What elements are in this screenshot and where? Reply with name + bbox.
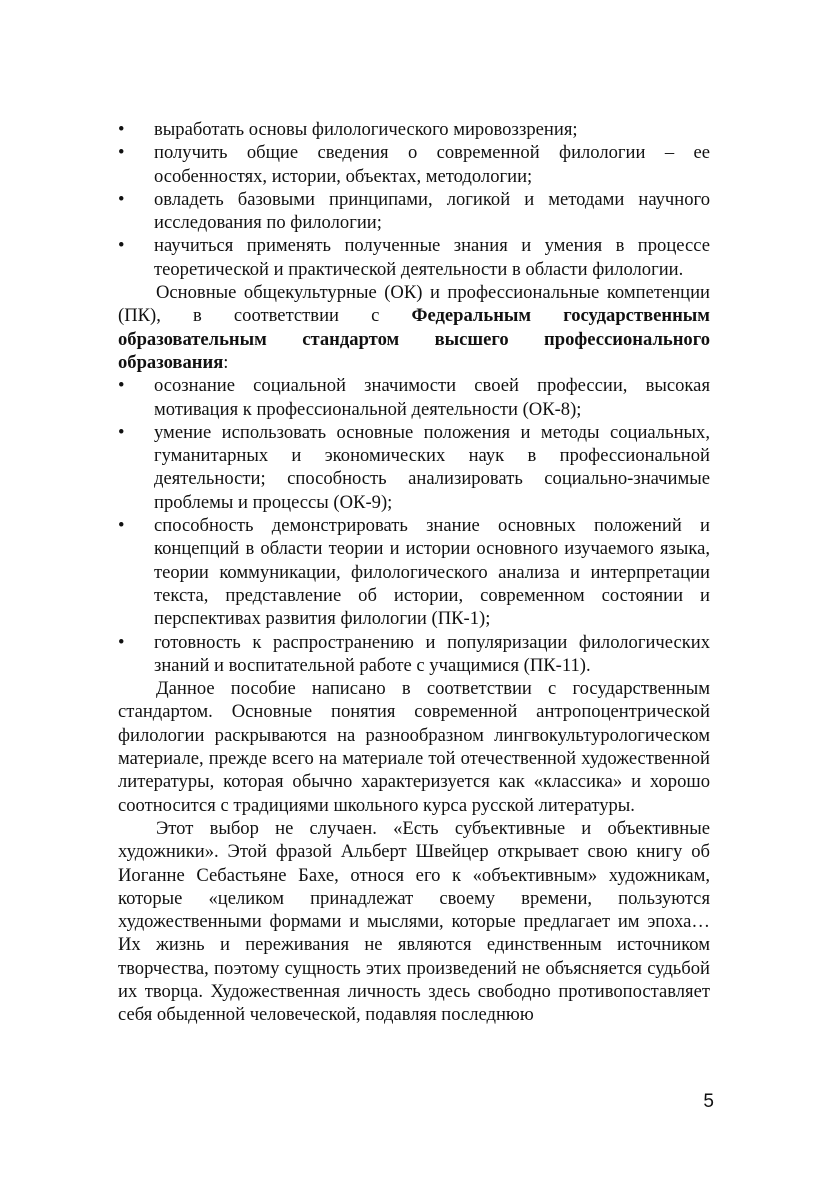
list-item-text: способность демонстрировать знание основных положений и концепций в области теории и истории основного изучаемого языка, теории коммуникации, филологического анализа и интерпретации текста, представление об истории, современном состоянии и перспективах развития филологии (ПК-1); [154, 515, 710, 630]
bullet-icon: • [118, 421, 125, 443]
bullet-icon: • [118, 142, 125, 164]
standard-title: Федеральным государственным образовательным стандартом высшего профессионального образования [118, 305, 710, 373]
list-item [118, 118, 710, 141]
list-item-text: осознание социальной значимости своей профессии, высокая мотивация к профессиональной деятельности (ОК-8); [154, 375, 710, 420]
list-item [118, 421, 710, 514]
competences-intro-colon: : [223, 351, 229, 373]
bullet-icon: • [118, 119, 125, 140]
competences-list [118, 374, 710, 677]
bullet-icon: • [118, 375, 125, 397]
list-item [118, 514, 710, 630]
list-item-text: получить общие сведения о современной филологии – ее особенностях, истории, объектах, методологии; [154, 142, 710, 187]
list-item-text: готовность к распространению и популяризации филологических знаний и воспитательной работе с учащимися (ПК-11). [154, 631, 710, 676]
bullet-icon: • [118, 235, 125, 257]
page-body [118, 118, 710, 1027]
list-item [118, 188, 710, 235]
paragraph-manual: Данное пособие написано в соответствии с государственным стандартом. Основные понятия современной антропоцентрической филологии раскрываются на разнообразном лингвокультурологическом материале, прежде всего на материале той отечественной художественной литературы, которая обычно характеризуется как «классика» и хорошо соотносится с традициями школьного курса русской литературы. [118, 678, 710, 816]
list-item-text: умение использовать основные положения и методы социальных, гуманитарных и экономических наук в профессиональной деятельности; способность анализировать социально-значимые проблемы и процессы (ОК-9); [154, 421, 710, 513]
paragraph-choice: Этот выбор не случаен. «Есть субъективные и объективные художники». Этой фразой Альберт Швейцер открывает свою книгу об Иоганне Себастьяне Бахе, относя его к «объективным» художникам, которые «целиком принадлежат своему времени, пользуются художественными формами и мыслями, которые предлагает им эпоха… Их жизнь и переживания не являются единственным источником творчества, поэтому сущность этих произведений не объясняется судьбой их творца. Художественная личность здесь свободно противопоставляет себя обыденной человеческой, подавляя последнюю [118, 817, 710, 1026]
list-item [118, 141, 710, 188]
bullet-icon: • [118, 188, 125, 210]
list-item-text: выработать основы филологического мировоззрения; [154, 119, 578, 140]
bullet-icon: • [118, 515, 125, 537]
bullet-icon: • [118, 631, 125, 653]
competences-intro-text: Основные общекультурные (ОК) и профессиональные компетенции (ПК), в соответствии с [118, 282, 710, 327]
list-item-text: научиться применять полученные знания и умения в процессе теоретической и практической деятельности в области филологии. [154, 235, 710, 280]
list-item [118, 234, 710, 281]
page-number: 5 [703, 1091, 714, 1112]
list-item-text: овладеть базовыми принципами, логикой и методами научного исследования по филологии; [154, 188, 710, 234]
competences-intro [118, 281, 710, 374]
goals-list [118, 118, 710, 281]
list-item [118, 631, 710, 678]
list-item [118, 374, 710, 421]
